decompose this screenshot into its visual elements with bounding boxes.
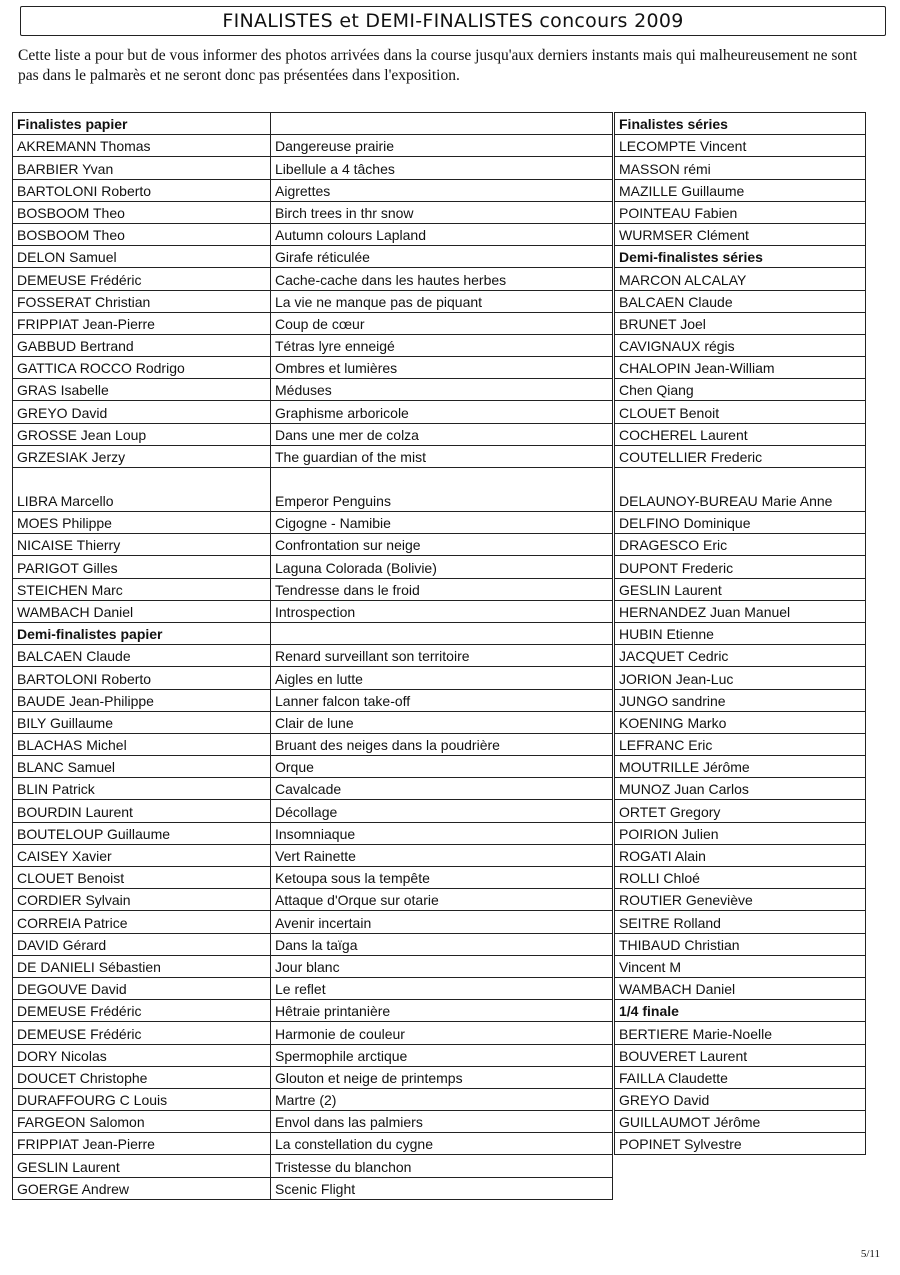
table-row (13, 645, 613, 667)
section-header-row (615, 113, 866, 135)
photographer-name: LEFRANC Eric (615, 733, 866, 755)
table-row (615, 357, 866, 379)
photo-title: Coup de cœur (271, 312, 613, 334)
table-row (615, 756, 866, 778)
photo-title: Clair de lune (271, 711, 613, 733)
photo-title: Ombres et lumières (271, 357, 613, 379)
photographer-name: Chen Qiang (615, 379, 866, 401)
photographer-name: WURMSER Clément (615, 223, 866, 245)
photographer-name: DEGOUVE David (13, 977, 271, 999)
photographer-name: THIBAUD Christian (615, 933, 866, 955)
table-row (13, 756, 613, 778)
photo-title (271, 622, 613, 644)
section-header-row (13, 113, 613, 135)
table-row (13, 135, 613, 157)
table-row (615, 312, 866, 334)
table-row (13, 1066, 613, 1088)
photographer-name: CHALOPIN Jean-William (615, 357, 866, 379)
section-header: Finalistes papier (13, 113, 271, 135)
photo-title: Tristesse du blanchon (271, 1155, 613, 1177)
photographer-name: GREYO David (13, 401, 271, 423)
photographer-name: CORDIER Sylvain (13, 889, 271, 911)
photographer-name: ROGATI Alain (615, 844, 866, 866)
table-row (13, 201, 613, 223)
photographer-name: DELON Samuel (13, 246, 271, 268)
photographer-name: FRIPPIAT Jean-Pierre (13, 312, 271, 334)
photo-title: Martre (2) (271, 1088, 613, 1110)
photographer-name: GOERGE Andrew (13, 1177, 271, 1199)
photo-title: Envol dans las palmiers (271, 1111, 613, 1133)
photo-title: Birch trees in thr snow (271, 201, 613, 223)
photo-title: Cigogne - Namibie (271, 512, 613, 534)
photo-title: Vert Rainette (271, 844, 613, 866)
photographer-name: DRAGESCO Eric (615, 534, 866, 556)
table-row (13, 977, 613, 999)
table-row (615, 800, 866, 822)
photographer-name: BLANC Samuel (13, 756, 271, 778)
photo-title: Cache-cache dans les hautes herbes (271, 268, 613, 290)
photographer-name: BARTOLONI Roberto (13, 667, 271, 689)
photographer-name: BARTOLONI Roberto (13, 179, 271, 201)
table-row (615, 1066, 866, 1088)
table-row (13, 578, 613, 600)
photographer-name: BOURDIN Laurent (13, 800, 271, 822)
photo-title: Confrontation sur neige (271, 534, 613, 556)
photographer-name: WAMBACH Daniel (13, 600, 271, 622)
table-row (13, 268, 613, 290)
section-header: Demi-finalistes séries (615, 246, 866, 268)
table-row (615, 334, 866, 356)
table-row (13, 246, 613, 268)
photographer-name: HERNANDEZ Juan Manuel (615, 600, 866, 622)
table-row (13, 800, 613, 822)
photographer-name: BILY Guillaume (13, 711, 271, 733)
table-row (13, 822, 613, 844)
table-row (13, 179, 613, 201)
photographer-name: STEICHEN Marc (13, 578, 271, 600)
photo-title: The guardian of the mist (271, 445, 613, 467)
table-row (615, 445, 866, 467)
table-row (615, 889, 866, 911)
photographer-name: FARGEON Salomon (13, 1111, 271, 1133)
table-row (615, 933, 866, 955)
photo-title: Le reflet (271, 977, 613, 999)
table-row (615, 468, 866, 512)
photographer-name: CAVIGNAUX régis (615, 334, 866, 356)
photographer-name: LIBRA Marcello (13, 468, 271, 512)
photographer-name: DEMEUSE Frédéric (13, 1000, 271, 1022)
photo-title: Dans une mer de colza (271, 423, 613, 445)
table-row (615, 556, 866, 578)
photographer-name: BOSBOOM Theo (13, 201, 271, 223)
photo-title: Bruant des neiges dans la poudrière (271, 733, 613, 755)
section-header: Finalistes séries (615, 113, 866, 135)
photo-title: Insomniaque (271, 822, 613, 844)
photo-title: La constellation du cygne (271, 1133, 613, 1155)
photo-title: Hêtraie printanière (271, 1000, 613, 1022)
photographer-name: DE DANIELI Sébastien (13, 955, 271, 977)
photographer-name: FRIPPIAT Jean-Pierre (13, 1133, 271, 1155)
photographer-name: GROSSE Jean Loup (13, 423, 271, 445)
section-header-row (13, 622, 613, 644)
table-row (13, 600, 613, 622)
photographer-name: HUBIN Etienne (615, 622, 866, 644)
photographer-name: DUPONT Frederic (615, 556, 866, 578)
page-number: 5/11 (860, 1248, 880, 1260)
table-row (13, 1044, 613, 1066)
table-row (615, 534, 866, 556)
table-row (615, 867, 866, 889)
table-row (615, 822, 866, 844)
photographer-name: GESLIN Laurent (13, 1155, 271, 1177)
table-row (615, 1044, 866, 1066)
table-row (13, 312, 613, 334)
table-row (13, 1133, 613, 1155)
photo-title: Spermophile arctique (271, 1044, 613, 1066)
photographer-name: FOSSERAT Christian (13, 290, 271, 312)
photographer-name: CLOUET Benoist (13, 867, 271, 889)
photographer-name: DELFINO Dominique (615, 512, 866, 534)
table-row (13, 534, 613, 556)
table-row (13, 1088, 613, 1110)
photographer-name: CORREIA Patrice (13, 911, 271, 933)
photo-title: Laguna Colorada (Bolivie) (271, 556, 613, 578)
table-row (615, 290, 866, 312)
table-row (13, 1177, 613, 1199)
table-row (13, 445, 613, 467)
table-row (615, 1111, 866, 1133)
photographer-name: BLACHAS Michel (13, 733, 271, 755)
photo-title: Graphisme arboricole (271, 401, 613, 423)
section-header: Demi-finalistes papier (13, 622, 271, 644)
photo-title: Lanner falcon take-off (271, 689, 613, 711)
table-row (13, 867, 613, 889)
table-row (615, 179, 866, 201)
table-row (13, 556, 613, 578)
photographer-name: BAUDE Jean-Philippe (13, 689, 271, 711)
photographer-name: WAMBACH Daniel (615, 977, 866, 999)
photographer-name: BRUNET Joel (615, 312, 866, 334)
section-header-row (615, 1000, 866, 1022)
photo-title: Aigrettes (271, 179, 613, 201)
table-row (615, 689, 866, 711)
table-row (13, 844, 613, 866)
table-row (13, 711, 613, 733)
photographer-name: ORTET Gregory (615, 800, 866, 822)
table-row (615, 1022, 866, 1044)
photographer-name: GESLIN Laurent (615, 578, 866, 600)
photographer-name: BOUVERET Laurent (615, 1044, 866, 1066)
photographer-name: KOENING Marko (615, 711, 866, 733)
photographer-name: CLOUET Benoit (615, 401, 866, 423)
table-row (13, 1022, 613, 1044)
table-row (13, 223, 613, 245)
table-row (615, 201, 866, 223)
photographer-name: BERTIERE Marie-Noelle (615, 1022, 866, 1044)
table-row (615, 711, 866, 733)
photographer-name: GRZESIAK Jerzy (13, 445, 271, 467)
photographer-name: GATTICA ROCCO Rodrigo (13, 357, 271, 379)
table-row (615, 423, 866, 445)
photographer-name: COCHEREL Laurent (615, 423, 866, 445)
photographer-name: DEMEUSE Frédéric (13, 1022, 271, 1044)
photographer-name: LECOMPTE Vincent (615, 135, 866, 157)
table-row (615, 1133, 866, 1155)
photographer-name: DOUCET Christophe (13, 1066, 271, 1088)
photographer-name: COUTELLIER Frederic (615, 445, 866, 467)
table-row (615, 600, 866, 622)
table-row (13, 334, 613, 356)
photographer-name: BARBIER Yvan (13, 157, 271, 179)
table-row (13, 778, 613, 800)
table-row (13, 423, 613, 445)
photographer-name: GREYO David (615, 1088, 866, 1110)
table-row (13, 1000, 613, 1022)
photo-title: Attaque d'Orque sur otarie (271, 889, 613, 911)
table-row (13, 401, 613, 423)
table-row (13, 1155, 613, 1177)
photo-title: Harmonie de couleur (271, 1022, 613, 1044)
table-row (615, 223, 866, 245)
photographer-name: POPINET Sylvestre (615, 1133, 866, 1155)
photo-title: Introspection (271, 600, 613, 622)
photographer-name: GRAS Isabelle (13, 379, 271, 401)
table-row (615, 733, 866, 755)
photographer-name: JACQUET Cedric (615, 645, 866, 667)
photographer-name: MARCON ALCALAY (615, 268, 866, 290)
photographer-name: MAZILLE Guillaume (615, 179, 866, 201)
table-row (615, 401, 866, 423)
photographer-name: ROLLI Chloé (615, 867, 866, 889)
photographer-name: FAILLA Claudette (615, 1066, 866, 1088)
photographer-name: CAISEY Xavier (13, 844, 271, 866)
photo-title: Cavalcade (271, 778, 613, 800)
section-header-row (615, 246, 866, 268)
table-row (615, 379, 866, 401)
page-title: FINALISTES et DEMI-FINALISTES concours 2009 (20, 6, 886, 36)
table-row (13, 933, 613, 955)
table-row (615, 512, 866, 534)
photographer-name: BLIN Patrick (13, 778, 271, 800)
table-row (615, 667, 866, 689)
photo-title: Girafe réticulée (271, 246, 613, 268)
photographer-name: JORION Jean-Luc (615, 667, 866, 689)
photographer-name: BOUTELOUP Guillaume (13, 822, 271, 844)
photographer-name: MOUTRILLE Jérôme (615, 756, 866, 778)
intro-paragraph: Cette liste a pour but de vous informer des photos arrivées dans la course jusqu'aux derniers instants mais qui malheureusement ne sont pas dans le palmarès et ne seront donc pas présentées dans l'exposition. (18, 47, 858, 84)
table-row (615, 578, 866, 600)
table-row (615, 622, 866, 644)
photo-title: Ketoupa sous la tempête (271, 867, 613, 889)
table-row (13, 468, 613, 512)
table-row (615, 955, 866, 977)
photographer-name: PARIGOT Gilles (13, 556, 271, 578)
table-row (13, 955, 613, 977)
table-row (615, 157, 866, 179)
table-row (13, 667, 613, 689)
photographer-name: DEMEUSE Frédéric (13, 268, 271, 290)
photographer-name: AKREMANN Thomas (13, 135, 271, 157)
photo-title: Autumn colours Lapland (271, 223, 613, 245)
photo-title: Scenic Flight (271, 1177, 613, 1199)
photographer-name: ROUTIER Geneviève (615, 889, 866, 911)
photo-title: Libellule a 4 tâches (271, 157, 613, 179)
photographer-name: SEITRE Rolland (615, 911, 866, 933)
table-row (13, 911, 613, 933)
photographer-name: POINTEAU Fabien (615, 201, 866, 223)
photo-title: Aigles en lutte (271, 667, 613, 689)
photographer-name: MOES Philippe (13, 512, 271, 534)
photo-title: Orque (271, 756, 613, 778)
photo-title: Glouton et neige de printemps (271, 1066, 613, 1088)
photographer-name: BOSBOOM Theo (13, 223, 271, 245)
photographer-name: GABBUD Bertrand (13, 334, 271, 356)
table-row (615, 645, 866, 667)
table-row (13, 290, 613, 312)
photo-title (271, 113, 613, 135)
table-row (615, 135, 866, 157)
photographer-name: MUNOZ Juan Carlos (615, 778, 866, 800)
table-row (13, 889, 613, 911)
table-row (13, 512, 613, 534)
table-row (615, 268, 866, 290)
photo-title: Méduses (271, 379, 613, 401)
table-row (13, 689, 613, 711)
photographer-name: DAVID Gérard (13, 933, 271, 955)
photographer-name: GUILLAUMOT Jérôme (615, 1111, 866, 1133)
photographer-name: DORY Nicolas (13, 1044, 271, 1066)
photo-title: La vie ne manque pas de piquant (271, 290, 613, 312)
photo-title: Tendresse dans le froid (271, 578, 613, 600)
photographer-name: DURAFFOURG C Louis (13, 1088, 271, 1110)
table-row (13, 733, 613, 755)
table-row (615, 1088, 866, 1110)
photo-title: Dans la taïga (271, 933, 613, 955)
table-row (615, 844, 866, 866)
table-row (615, 977, 866, 999)
photo-title: Avenir incertain (271, 911, 613, 933)
photographer-name: MASSON rémi (615, 157, 866, 179)
table-row (13, 1111, 613, 1133)
photo-title: Jour blanc (271, 955, 613, 977)
photographer-name: POIRION Julien (615, 822, 866, 844)
photo-title: Tétras lyre enneigé (271, 334, 613, 356)
photo-title: Emperor Penguins (271, 468, 613, 512)
table-row (615, 778, 866, 800)
photographer-name: Vincent M (615, 955, 866, 977)
photographer-name: NICAISE Thierry (13, 534, 271, 556)
photo-title: Dangereuse prairie (271, 135, 613, 157)
table-row (13, 379, 613, 401)
photographer-name: BALCAEN Claude (615, 290, 866, 312)
photo-title: Décollage (271, 800, 613, 822)
photographer-name: DELAUNOY-BUREAU Marie Anne (615, 468, 866, 512)
papier-table (12, 112, 613, 1200)
photographer-name: JUNGO sandrine (615, 689, 866, 711)
series-table (614, 112, 866, 1155)
table-row (13, 157, 613, 179)
table-row (615, 911, 866, 933)
section-header: 1/4 finale (615, 1000, 866, 1022)
photo-title: Renard surveillant son territoire (271, 645, 613, 667)
table-row (13, 357, 613, 379)
photographer-name: BALCAEN Claude (13, 645, 271, 667)
